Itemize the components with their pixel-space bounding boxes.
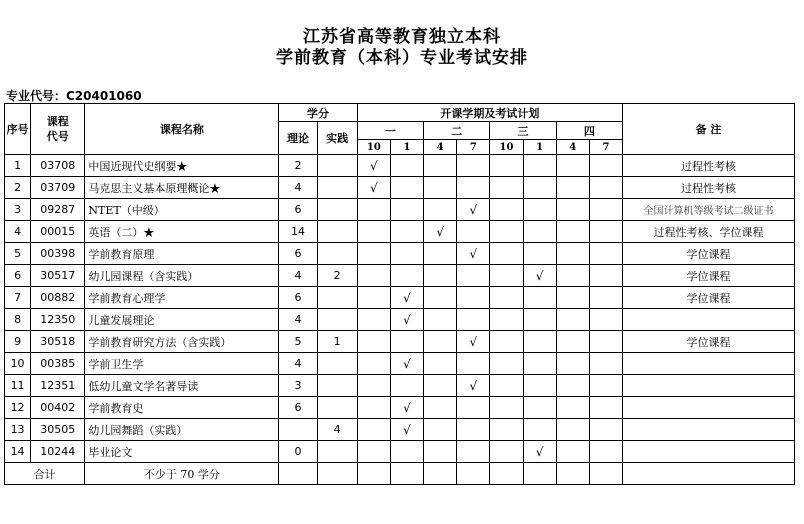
row-term-cell — [390, 221, 423, 243]
row-term-cell — [390, 199, 423, 221]
header-course-name: 课程名称 — [85, 104, 279, 155]
exam-check-mark: √ — [390, 353, 423, 375]
total-empty — [490, 463, 523, 485]
exam-check-mark: √ — [390, 309, 423, 331]
header-month: 10 — [357, 140, 390, 155]
exam-check-mark: √ — [357, 177, 390, 199]
row-course-code: 30517 — [31, 265, 85, 287]
row-remark — [623, 375, 795, 397]
row-practice-credits — [317, 177, 357, 199]
row-theory-credits: 2 — [279, 155, 317, 177]
row-term-cell — [424, 177, 457, 199]
table-row — [5, 309, 795, 331]
header-month: 7 — [589, 140, 622, 155]
header-year-4: 四 — [556, 122, 622, 140]
row-course-name: 幼儿园舞蹈（实践） — [85, 419, 279, 441]
row-theory-credits: 4 — [279, 177, 317, 199]
row-term-cell — [523, 375, 556, 397]
row-course-name: 中国近现代史纲要★ — [85, 155, 279, 177]
header-course-code — [31, 104, 85, 155]
row-term-cell — [490, 419, 523, 441]
row-seq: 6 — [5, 265, 31, 287]
row-term-cell — [490, 199, 523, 221]
row-course-code: 03708 — [31, 155, 85, 177]
table-row — [5, 397, 795, 419]
row-term-cell — [424, 199, 457, 221]
row-term-cell — [457, 155, 490, 177]
row-term-cell — [390, 441, 423, 463]
row-remark — [623, 397, 795, 419]
row-course-name: 幼儿园课程（含实践） — [85, 265, 279, 287]
row-term-cell — [589, 441, 622, 463]
exam-check-mark: √ — [523, 441, 556, 463]
row-term-cell — [357, 397, 390, 419]
total-empty — [623, 463, 795, 485]
row-term-cell — [424, 397, 457, 419]
row-term-cell — [390, 375, 423, 397]
row-term-cell — [490, 155, 523, 177]
row-term-cell — [556, 265, 589, 287]
row-term-cell — [589, 243, 622, 265]
total-empty — [390, 463, 423, 485]
row-seq: 2 — [5, 177, 31, 199]
row-course-name: 马克思主义基本原理概论★ — [85, 177, 279, 199]
header-theory: 理论 — [279, 122, 317, 155]
row-practice-credits — [317, 309, 357, 331]
row-term-cell — [589, 265, 622, 287]
exam-check-mark: √ — [357, 155, 390, 177]
row-term-cell — [556, 199, 589, 221]
row-remark: 全国计算机等级考试二级证书 — [623, 199, 795, 221]
total-empty — [457, 463, 490, 485]
row-term-cell — [424, 441, 457, 463]
total-empty — [357, 463, 390, 485]
table-row — [5, 265, 795, 287]
row-practice-credits: 2 — [317, 265, 357, 287]
row-seq: 1 — [5, 155, 31, 177]
row-term-cell — [589, 155, 622, 177]
row-term-cell — [556, 177, 589, 199]
row-term-cell — [589, 287, 622, 309]
exam-check-mark: √ — [424, 221, 457, 243]
row-theory-credits — [279, 419, 317, 441]
row-term-cell — [490, 243, 523, 265]
row-theory-credits: 4 — [279, 353, 317, 375]
row-seq: 13 — [5, 419, 31, 441]
row-term-cell — [523, 155, 556, 177]
row-practice-credits — [317, 155, 357, 177]
row-remark: 学位课程 — [623, 243, 795, 265]
row-term-cell — [424, 287, 457, 309]
exam-check-mark: √ — [457, 375, 490, 397]
row-remark — [623, 419, 795, 441]
row-term-cell — [523, 419, 556, 441]
exam-check-mark: √ — [457, 243, 490, 265]
row-term-cell — [490, 287, 523, 309]
exam-check-mark: √ — [390, 287, 423, 309]
row-term-cell — [589, 375, 622, 397]
row-course-name: 学前教育研究方法（含实践） — [85, 331, 279, 353]
row-term-cell — [357, 353, 390, 375]
row-term-cell — [457, 265, 490, 287]
row-term-cell — [490, 375, 523, 397]
header-year-3: 三 — [490, 122, 556, 140]
row-course-name: 英语（二）★ — [85, 221, 279, 243]
row-term-cell — [556, 375, 589, 397]
header-remark: 备 注 — [623, 104, 795, 155]
row-practice-credits — [317, 353, 357, 375]
row-seq: 14 — [5, 441, 31, 463]
row-term-cell — [490, 221, 523, 243]
row-term-cell — [523, 221, 556, 243]
row-practice-credits: 1 — [317, 331, 357, 353]
total-empty — [556, 463, 589, 485]
row-term-cell — [357, 419, 390, 441]
row-term-cell — [424, 331, 457, 353]
header-credits: 学分 — [279, 104, 357, 122]
row-course-name: 学前卫生学 — [85, 353, 279, 375]
row-term-cell — [457, 441, 490, 463]
total-label: 合计 — [5, 463, 85, 485]
row-theory-credits: 6 — [279, 287, 317, 309]
total-empty — [523, 463, 556, 485]
total-value: 不少于 70 学分 — [85, 463, 279, 485]
row-practice-credits — [317, 243, 357, 265]
major-code: 专业代号：C20401060 — [6, 89, 142, 103]
row-term-cell — [523, 243, 556, 265]
row-term-cell — [457, 309, 490, 331]
row-term-cell — [589, 177, 622, 199]
row-term-cell — [490, 441, 523, 463]
header-seq: 序号 — [5, 104, 31, 155]
row-term-cell — [390, 265, 423, 287]
row-term-cell — [556, 221, 589, 243]
row-theory-credits: 6 — [279, 243, 317, 265]
row-course-code: 30505 — [31, 419, 85, 441]
row-term-cell — [490, 177, 523, 199]
row-term-cell — [589, 221, 622, 243]
row-term-cell — [357, 375, 390, 397]
row-term-cell — [357, 441, 390, 463]
row-practice-credits — [317, 441, 357, 463]
row-practice-credits — [317, 375, 357, 397]
row-remark — [623, 441, 795, 463]
exam-check-mark: √ — [457, 331, 490, 353]
row-course-code: 09287 — [31, 199, 85, 221]
row-term-cell — [424, 265, 457, 287]
row-term-cell — [556, 331, 589, 353]
row-term-cell — [556, 287, 589, 309]
row-term-cell — [523, 397, 556, 419]
row-theory-credits: 5 — [279, 331, 317, 353]
exam-check-mark: √ — [390, 397, 423, 419]
table-row — [5, 375, 795, 397]
row-term-cell — [424, 375, 457, 397]
row-term-cell — [523, 287, 556, 309]
row-term-cell — [357, 309, 390, 331]
table-row — [5, 419, 795, 441]
row-term-cell — [490, 353, 523, 375]
table-row — [5, 331, 795, 353]
header-month: 1 — [390, 140, 423, 155]
header-month: 10 — [490, 140, 523, 155]
exam-check-mark: √ — [457, 199, 490, 221]
row-term-cell — [490, 331, 523, 353]
row-course-code: 00015 — [31, 221, 85, 243]
table-row — [5, 177, 795, 199]
row-course-name: 学前教育原理 — [85, 243, 279, 265]
total-empty — [279, 463, 317, 485]
row-seq: 9 — [5, 331, 31, 353]
row-term-cell — [390, 177, 423, 199]
row-term-cell — [556, 155, 589, 177]
row-term-cell — [424, 309, 457, 331]
row-term-cell — [390, 331, 423, 353]
row-term-cell — [424, 419, 457, 441]
exam-schedule-table — [4, 103, 795, 485]
row-term-cell — [490, 397, 523, 419]
row-term-cell — [424, 243, 457, 265]
row-course-name: 学前教育史 — [85, 397, 279, 419]
row-theory-credits: 4 — [279, 309, 317, 331]
row-term-cell — [457, 397, 490, 419]
row-course-name: 学前教育心理学 — [85, 287, 279, 309]
row-theory-credits: 4 — [279, 265, 317, 287]
row-term-cell — [457, 177, 490, 199]
row-course-code: 00882 — [31, 287, 85, 309]
row-theory-credits: 14 — [279, 221, 317, 243]
row-seq: 7 — [5, 287, 31, 309]
row-term-cell — [523, 177, 556, 199]
row-course-code: 00402 — [31, 397, 85, 419]
header-practice: 实践 — [317, 122, 357, 155]
table-row — [5, 353, 795, 375]
header-month: 4 — [556, 140, 589, 155]
row-term-cell — [589, 331, 622, 353]
row-remark: 学位课程 — [623, 331, 795, 353]
row-practice-credits — [317, 221, 357, 243]
row-practice-credits: 4 — [317, 419, 357, 441]
row-term-cell — [523, 331, 556, 353]
row-term-cell — [523, 309, 556, 331]
row-remark: 过程性考核、学位课程 — [623, 221, 795, 243]
row-term-cell — [589, 397, 622, 419]
row-remark: 过程性考核 — [623, 155, 795, 177]
row-course-code: 30518 — [31, 331, 85, 353]
row-term-cell — [357, 243, 390, 265]
row-course-code: 00385 — [31, 353, 85, 375]
row-term-cell — [523, 353, 556, 375]
row-term-cell — [556, 243, 589, 265]
row-term-cell — [457, 353, 490, 375]
row-term-cell — [457, 221, 490, 243]
row-term-cell — [556, 353, 589, 375]
page-subtitle: 学前教育（本科）专业考试安排 — [276, 48, 528, 68]
row-term-cell — [457, 287, 490, 309]
row-remark — [623, 309, 795, 331]
row-remark — [623, 353, 795, 375]
row-seq: 5 — [5, 243, 31, 265]
row-term-cell — [556, 309, 589, 331]
row-seq: 3 — [5, 199, 31, 221]
row-remark: 学位课程 — [623, 265, 795, 287]
header-month: 7 — [457, 140, 490, 155]
exam-check-mark: √ — [523, 265, 556, 287]
row-theory-credits: 0 — [279, 441, 317, 463]
row-remark: 过程性考核 — [623, 177, 795, 199]
row-course-code: 12351 — [31, 375, 85, 397]
table-row — [5, 441, 795, 463]
row-term-cell — [589, 419, 622, 441]
row-practice-credits — [317, 397, 357, 419]
row-course-code: 10244 — [31, 441, 85, 463]
row-term-cell — [490, 265, 523, 287]
total-empty — [424, 463, 457, 485]
row-practice-credits — [317, 199, 357, 221]
row-seq: 11 — [5, 375, 31, 397]
header-month: 1 — [523, 140, 556, 155]
row-term-cell — [556, 441, 589, 463]
row-theory-credits: 6 — [279, 199, 317, 221]
row-term-cell — [357, 199, 390, 221]
row-seq: 10 — [5, 353, 31, 375]
row-term-cell — [589, 309, 622, 331]
header-year-2: 二 — [424, 122, 490, 140]
row-term-cell — [556, 419, 589, 441]
table-row — [5, 199, 795, 221]
row-term-cell — [556, 397, 589, 419]
total-empty — [589, 463, 622, 485]
row-term-cell — [523, 199, 556, 221]
row-practice-credits — [317, 287, 357, 309]
page-title: 江苏省高等教育独立本科 — [303, 27, 501, 47]
table-row — [5, 243, 795, 265]
row-term-cell — [390, 243, 423, 265]
header-plan: 开课学期及考试计划 — [357, 104, 622, 122]
row-course-code: 12350 — [31, 309, 85, 331]
row-seq: 8 — [5, 309, 31, 331]
row-term-cell — [490, 309, 523, 331]
row-course-name: 毕业论文 — [85, 441, 279, 463]
header-month: 4 — [424, 140, 457, 155]
row-remark: 学位课程 — [623, 287, 795, 309]
row-term-cell — [589, 353, 622, 375]
row-seq: 4 — [5, 221, 31, 243]
row-term-cell — [457, 419, 490, 441]
row-term-cell — [357, 287, 390, 309]
row-course-code: 00398 — [31, 243, 85, 265]
row-term-cell — [424, 155, 457, 177]
row-course-name: 儿童发展理论 — [85, 309, 279, 331]
row-seq: 12 — [5, 397, 31, 419]
header-year-1: 一 — [357, 122, 423, 140]
table-row — [5, 221, 795, 243]
row-term-cell — [357, 221, 390, 243]
row-theory-credits: 3 — [279, 375, 317, 397]
table-row — [5, 155, 795, 177]
row-term-cell — [357, 331, 390, 353]
row-term-cell — [357, 265, 390, 287]
row-theory-credits: 6 — [279, 397, 317, 419]
row-term-cell — [390, 155, 423, 177]
row-course-name: 低幼儿童文学名著导读 — [85, 375, 279, 397]
row-term-cell — [589, 199, 622, 221]
table-row — [5, 287, 795, 309]
row-term-cell — [424, 353, 457, 375]
row-course-name: NTET（中级） — [85, 199, 279, 221]
exam-check-mark: √ — [390, 419, 423, 441]
header-course-code-label: 课程代号 — [46, 115, 69, 143]
total-empty — [317, 463, 357, 485]
row-course-code: 03709 — [31, 177, 85, 199]
